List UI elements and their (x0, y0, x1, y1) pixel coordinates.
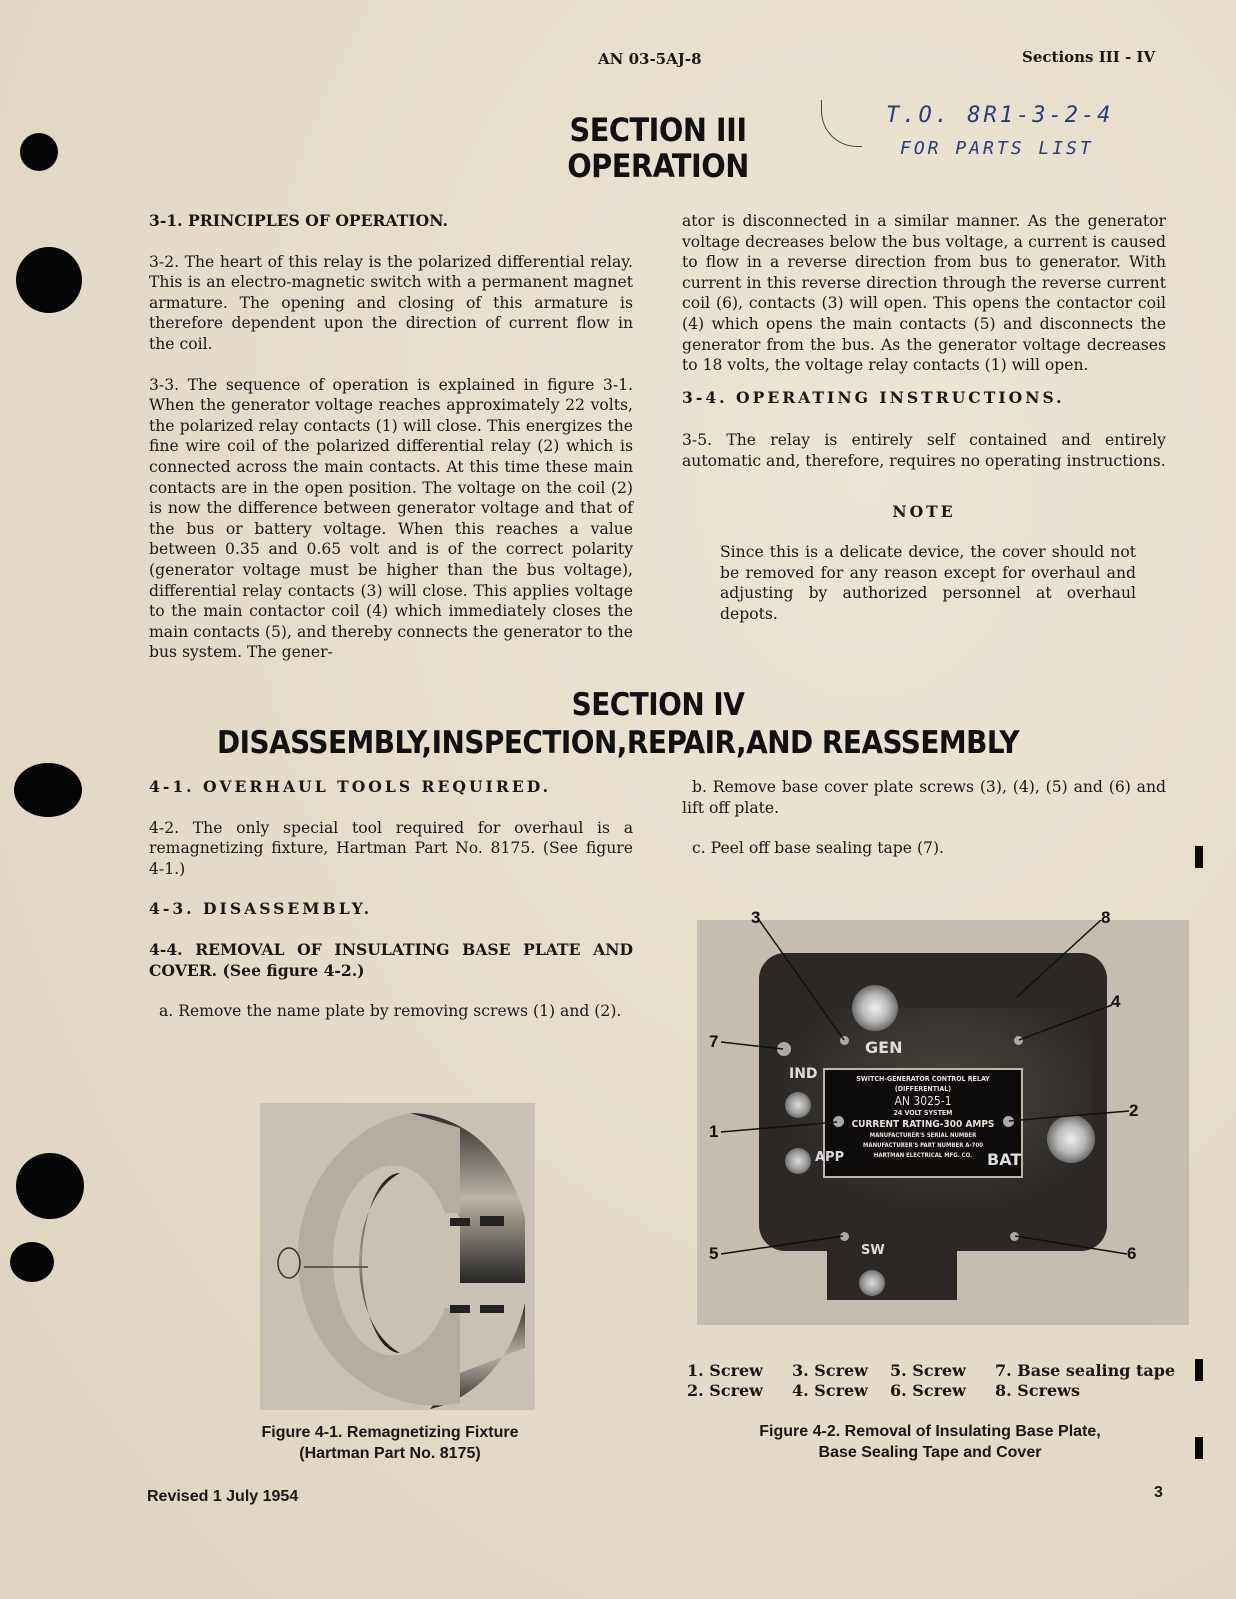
section-3-left-column (149, 211, 633, 683)
legend-item-7: 7. Base sealing tape (995, 1361, 1176, 1380)
callout-8: 8 (1101, 908, 1111, 927)
gen-label: GEN (865, 1038, 903, 1057)
section-4-left-column (149, 777, 633, 1042)
legend-row-1 (687, 1361, 1187, 1381)
section-3-right-column (682, 211, 1166, 645)
change-bar (1195, 1437, 1203, 1459)
paragraph-4-4-heading: 4-4. REMOVAL OF INSULATING BASE PLATE AND COVER. (See figure 4-2.) (149, 939, 633, 980)
legend-item-8: 8. Screws (995, 1381, 1080, 1400)
paragraph-3-2: 3-2. The heart of this relay is the polarized differential relay. This is an electro-magnetic switch with a permanent magnet armature. The opening and closing of this armature is therefore dependent upon the direction of current flow in the coil. (149, 252, 633, 353)
binder-hole (14, 763, 82, 817)
legend-item-6: 6. Screw (890, 1381, 966, 1400)
step-c: c. Peel off base sealing tape (7). (692, 839, 944, 858)
binder-hole (16, 1153, 84, 1219)
step-a: a. Remove the name plate by removing screws (1) and (2). (159, 1002, 622, 1021)
revision-date: Revised 1 July 1954 (147, 1488, 299, 1505)
handwritten-note-line2: FOR PARTS LIST (900, 138, 1094, 159)
ind-label: IND (789, 1066, 818, 1082)
section-4-name: DISASSEMBLY,INSPECTION,REPAIR,AND REASSEMBLY (216, 725, 1020, 761)
nameplate-line7: MANUFACTURER'S PART NUMBER A-700 (863, 1142, 983, 1149)
paragraph-4-1-heading: 4-1. OVERHAUL TOOLS REQUIRED. (149, 777, 552, 796)
document-number: AN 03-5AJ-8 (598, 50, 702, 68)
paragraph-3-3: 3-3. The sequence of operation is explained in figure 3-1. When the generator voltage reaches approximately 22 volts, the polarized relay contacts (1) will close. This energizes the fine wire coil of the polarized differential relay (2) which is connected across the main contacts. At this time these main contacts are in the open position. The voltage on the coil (2) is now the difference between generator voltage and that of the bus or battery voltage. When this reaches a value between 0.35 and 0.65 volt and is of the correct polarity (generator voltage must be higher than the bus voltage), differential relay contacts (3) will close. This applies voltage to the main contactor coil (4) which immediately closes the main contacts (5), and thereby connects the generator to the bus system. The gener- (149, 375, 633, 662)
paragraph-4-2: 4-2. The only special tool required for overhaul is a remagnetizing fixture, Hartman Part No. 8175. (See figure 4-1.) (149, 818, 633, 878)
legend-item-2: 2. Screw (687, 1381, 763, 1400)
nameplate-line5: CURRENT RATING-300 AMPS (851, 1119, 995, 1130)
callout-2: 2 (1129, 1101, 1139, 1120)
nameplate-line8: HARTMAN ELECTRICAL MFG. CO. (873, 1152, 973, 1159)
figure-4-2-caption-line2: Base Sealing Tape and Cover (818, 1444, 1042, 1461)
page-number: 3 (1154, 1484, 1163, 1501)
figure-4-2-caption-line1: Figure 4-2. Removal of Insulating Base Plate, (759, 1423, 1101, 1440)
legend-item-4: 4. Screw (792, 1381, 868, 1400)
change-bar (1195, 1359, 1203, 1381)
binder-hole (16, 247, 82, 313)
nameplate-line3: AN 3025-1 (894, 1094, 952, 1108)
callout-leader-lines (697, 920, 1189, 1325)
bat-label: BAT (987, 1150, 1022, 1169)
nameplate-line4: 24 VOLT SYSTEM (893, 1109, 953, 1117)
figure-4-1-caption-line2: (Hartman Part No. 8175) (299, 1445, 481, 1462)
app-label: APP (815, 1150, 845, 1165)
callout-4: 4 (1111, 992, 1121, 1011)
nameplate-line6: MANUFACTURER'S SERIAL NUMBER (869, 1132, 977, 1139)
handwritten-note-line1: T.O. 8R1-3-2-4 (886, 103, 1114, 128)
callout-7: 7 (709, 1032, 719, 1051)
figure-4-2-image (697, 908, 1189, 1325)
step-b: b. Remove base cover plate screws (3), (4), (5) and (6) and lift off plate. (682, 778, 1166, 817)
figure-4-2-legend (687, 1361, 1187, 1401)
legend-item-3: 3. Screw (792, 1361, 868, 1380)
paragraph-3-4-heading: 3-4. OPERATING INSTRUCTIONS. (682, 387, 1065, 407)
note-title: NOTE (892, 501, 956, 521)
legend-row-2 (687, 1381, 1187, 1401)
binder-hole (10, 1242, 54, 1282)
section-3-name: OPERATION (567, 147, 749, 185)
legend-item-5: 5. Screw (890, 1361, 966, 1380)
paragraph-3-3-continued: ator is disconnected in a similar manner. As the generator voltage decreases below the bus voltage, a current is caused to flow in a reverse direction from bus to generator. With current in this reverse direction through the reverse current coil (6), contacts (3) will open. This opens the contactor coil (4) which opens the main contacts (5) and disconnects the generator from the bus. As the generator voltage decreases to 18 volts, the voltage relay contacts (1) will open. (682, 212, 1166, 375)
note-text: Since this is a delicate device, the cover should not be removed for any reason except for overhaul and adjusting by authorized personnel at overhaul depots. (720, 543, 1136, 623)
figure-4-1-image (260, 1103, 535, 1410)
section-3-number: SECTION III (569, 111, 747, 149)
change-bar (1195, 846, 1203, 868)
callout-3: 3 (751, 908, 761, 927)
paragraph-4-3-heading: 4-3. DISASSEMBLY. (149, 899, 373, 919)
callout-6: 6 (1127, 1244, 1137, 1263)
callout-5: 5 (709, 1244, 719, 1263)
section-4-right-column (682, 777, 1166, 879)
sections-label: Sections III - IV (1022, 48, 1156, 66)
figure-4-1-caption-line1: Figure 4-1. Remagnetizing Fixture (261, 1424, 519, 1441)
section-4-title (0, 686, 1236, 762)
nameplate-line2: (DIFFERENTIAL) (894, 1085, 952, 1093)
section-3-title (0, 112, 1236, 184)
legend-item-1: 1. Screw (687, 1361, 763, 1380)
figure-4-1-caption (200, 1422, 580, 1464)
nameplate-line1: SWITCH-GENERATOR CONTROL RELAY (856, 1075, 990, 1083)
paragraph-3-5: 3-5. The relay is entirely self contained and entirely automatic and, therefore, requires no operating instructions. (682, 431, 1166, 470)
paragraph-3-1-heading: 3-1. PRINCIPLES OF OPERATION. (149, 211, 448, 230)
section-4-number: SECTION IV (571, 687, 745, 723)
figure-4-2-caption (680, 1421, 1180, 1463)
remagnetizing-fixture-illustration (260, 1103, 535, 1410)
callout-1: 1 (709, 1122, 719, 1141)
sw-label: SW (861, 1243, 885, 1258)
